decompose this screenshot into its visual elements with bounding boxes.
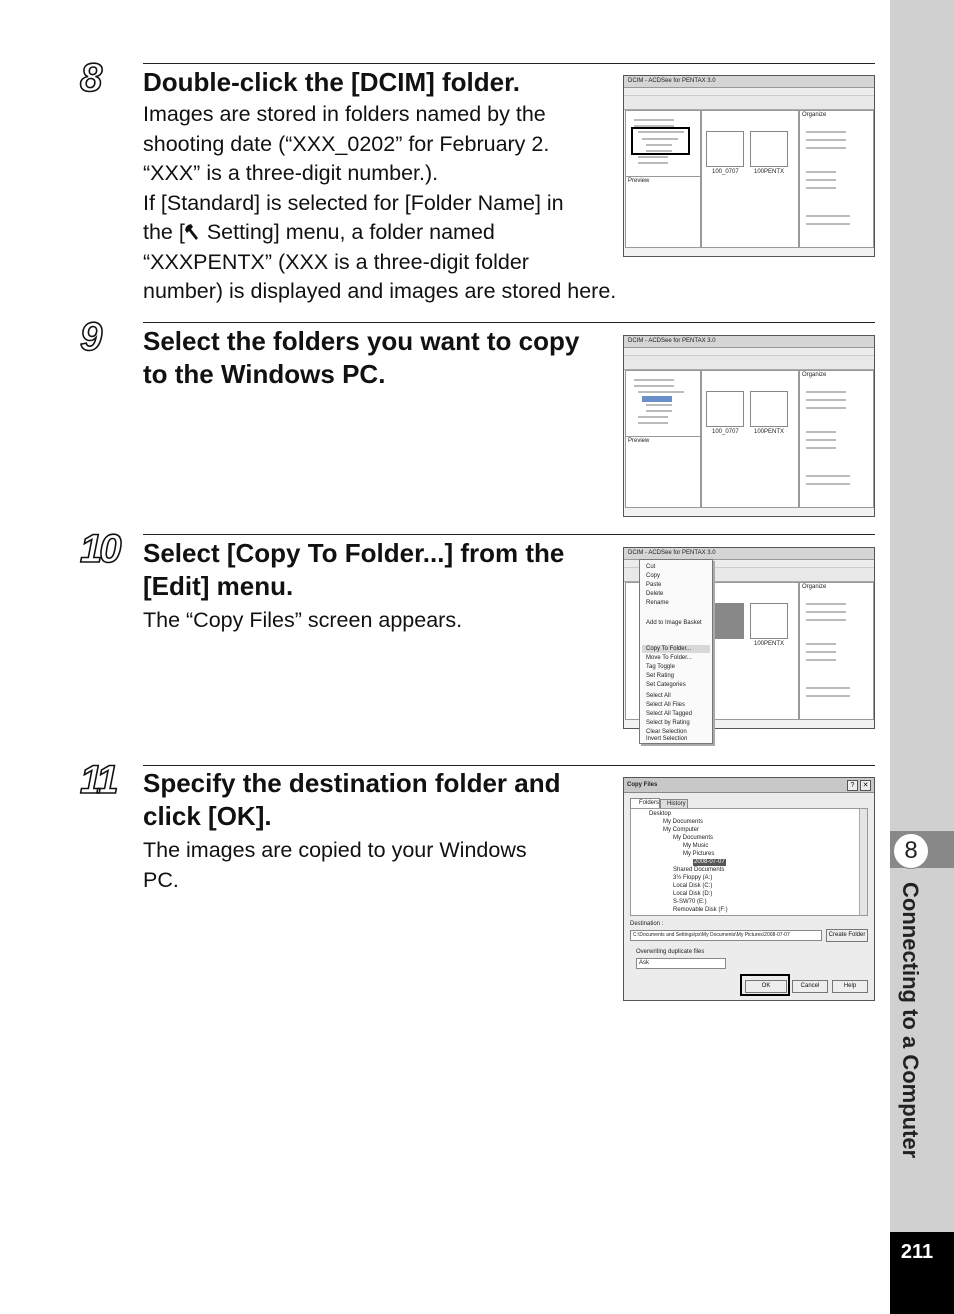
acdsee-screenshot <box>623 335 875 517</box>
menu-item[interactable]: Rename <box>646 600 669 606</box>
selected-folder[interactable] <box>642 396 672 402</box>
window-title: DCIM - ACDSee for PENTAX 3.0 <box>628 338 716 344</box>
file-list[interactable] <box>701 110 799 248</box>
menu-item[interactable]: Cut <box>646 564 656 570</box>
menu-item[interactable]: Add to Image Basket <box>646 620 702 626</box>
heading-line: to the Windows PC. <box>143 359 386 389</box>
dcim-highlight <box>631 127 690 155</box>
menu-item[interactable]: Tag Toggle <box>646 664 675 670</box>
tree-item[interactable]: My Music <box>683 843 709 849</box>
menu-item[interactable]: Set Categories <box>646 682 686 688</box>
tree-scrollbar[interactable] <box>859 809 867 915</box>
ok-button[interactable]: OK <box>745 980 787 993</box>
close-icon[interactable]: ✕ <box>860 780 871 791</box>
body-line: If [Standard] is selected for [Folder Name] in <box>143 190 564 215</box>
body-line: Images are stored in folders named by the <box>143 102 546 126</box>
body-text: the [ <box>143 220 185 244</box>
help-icon[interactable]: ? <box>847 780 858 791</box>
step-number: 8 <box>80 56 100 100</box>
tab-folders[interactable] <box>630 798 660 808</box>
heading-line: Specify the destination folder and <box>143 768 561 798</box>
body-line <box>143 218 616 248</box>
step-number: 9 <box>80 315 100 359</box>
tree-item[interactable]: 3½ Floppy (A:) <box>673 875 713 881</box>
preview-label: Preview <box>628 438 650 444</box>
folder-thumbnail[interactable] <box>750 391 788 427</box>
create-folder-button[interactable]: Create Folder <box>826 929 868 942</box>
menu-item[interactable]: Select All Tagged <box>646 711 692 717</box>
window-titlebar <box>624 336 874 348</box>
preview-pane <box>625 176 701 248</box>
tab-label: History <box>667 801 686 807</box>
window-title: DCIM - ACDSee for PENTAX 3.0 <box>628 550 716 556</box>
step-divider <box>143 322 875 323</box>
step-body <box>143 836 527 895</box>
step-divider <box>143 63 875 64</box>
body-line: The images are copied to your Windows <box>143 838 527 862</box>
preview-label: Preview <box>628 178 650 184</box>
organize-label: Organize <box>802 372 827 378</box>
overwrite-select[interactable] <box>636 958 726 969</box>
tree-item[interactable]: My Documents <box>663 819 704 825</box>
help-button[interactable]: Help <box>832 980 868 993</box>
menu-item[interactable]: Select All <box>646 693 671 699</box>
folder-thumbnail[interactable] <box>750 131 788 167</box>
dialog-title: Copy Files <box>627 782 658 788</box>
chapter-title: Connecting to a Computer <box>898 882 923 1159</box>
body-line: “XXXPENTX” (XXX is a three-digit folder <box>143 249 529 274</box>
menu-bar <box>624 88 874 96</box>
step-heading <box>143 767 561 833</box>
menu-item[interactable]: Set Rating <box>646 673 675 679</box>
tab-label: Folders <box>639 800 660 806</box>
file-name: 100PENTX <box>754 169 785 175</box>
tree-item[interactable]: S-SW70 (E:) <box>673 899 707 905</box>
tree-item[interactable]: Shared Documents <box>673 867 725 873</box>
folder-thumbnail[interactable] <box>706 131 744 167</box>
wrench-icon <box>185 220 201 238</box>
folder-thumbnail[interactable] <box>706 391 744 427</box>
organize-pane <box>799 370 874 508</box>
menu-item[interactable]: Paste <box>646 582 662 588</box>
edit-menu[interactable] <box>639 559 713 744</box>
preview-pane <box>625 436 701 508</box>
window-title: DCIM - ACDSee for PENTAX 3.0 <box>628 78 716 84</box>
heading-line: Select [Copy To Folder...] from the <box>143 538 565 568</box>
step-body <box>143 100 616 307</box>
file-name: 100PENTX <box>754 429 785 435</box>
menu-item[interactable]: Copy <box>646 573 661 579</box>
toolbar <box>624 96 874 110</box>
destination-value: C:\Documents and Settings\ps\My Documents\My Pictures\2008-07-07 <box>633 932 790 938</box>
menu-item[interactable]: Clear Selection <box>646 729 687 735</box>
tree-item[interactable]: My Computer <box>663 827 700 833</box>
step-divider <box>143 765 875 766</box>
tree-item-selected[interactable]: 2008-07-07 <box>694 859 725 865</box>
file-name: 100_0707 <box>712 169 739 175</box>
tree-item[interactable]: My Documents <box>673 835 714 841</box>
folder-tree[interactable] <box>630 808 868 916</box>
menu-bar <box>624 348 874 356</box>
tree-item[interactable]: Local Disk (C:) <box>673 883 713 889</box>
chapter-number: 8 <box>893 833 929 869</box>
menu-item[interactable]: Invert Selection <box>646 736 688 742</box>
file-name: 100PENTX <box>754 641 785 647</box>
copy-files-dialog <box>623 777 875 1001</box>
heading-line: [Edit] menu. <box>143 571 294 601</box>
body-text: Setting] menu, a folder named <box>200 220 495 244</box>
toolbar <box>624 356 874 370</box>
step-heading <box>143 325 579 391</box>
file-name: 100_0707 <box>712 429 739 435</box>
file-list[interactable] <box>701 582 799 720</box>
overwrite-label: Overwriting duplicate files <box>636 949 705 955</box>
tree-item[interactable]: My Pictures <box>683 851 715 857</box>
folder-thumbnail[interactable] <box>750 603 788 639</box>
step-divider <box>143 534 875 535</box>
body-line: shooting date (“XXX_0202” for February 2. <box>143 131 550 156</box>
folder-pane[interactable] <box>625 370 701 437</box>
destination-label: Destination : <box>630 921 664 927</box>
organize-pane <box>799 582 874 720</box>
window-titlebar <box>624 76 874 88</box>
body-line: number) is displayed and images are stored here. <box>143 279 617 303</box>
page-number: 211 <box>900 1241 934 1263</box>
organize-label: Organize <box>802 584 827 590</box>
body-line: “XXX” is a three-digit number.). <box>143 161 439 185</box>
step-number: 11 <box>80 758 116 802</box>
menu-item[interactable]: Select by Rating <box>646 720 690 726</box>
heading-line: Select the folders you want to copy <box>143 326 580 356</box>
overwrite-value: Ask <box>639 960 650 966</box>
tree-item[interactable]: Local Disk (D:) <box>673 891 713 897</box>
ok-highlight <box>740 974 790 996</box>
tree-item[interactable]: Desktop <box>649 811 672 817</box>
tab-history[interactable] <box>660 799 688 808</box>
acdsee-screenshot <box>623 75 875 257</box>
menu-item[interactable]: Delete <box>646 591 664 597</box>
destination-field[interactable] <box>630 930 822 941</box>
heading-line: click [OK]. <box>143 801 272 831</box>
step-heading <box>143 537 564 603</box>
menu-item[interactable]: Select All Files <box>646 702 686 708</box>
tree-item[interactable]: Removable Disk (F:) <box>673 907 728 913</box>
body-line: PC. <box>143 867 179 892</box>
organize-label: Organize <box>802 112 827 118</box>
step-body: The “Copy Files” screen appears. <box>143 608 463 632</box>
dialog-titlebar <box>624 778 874 793</box>
step-heading: Double-click the [DCIM] folder. <box>143 67 521 97</box>
menu-item-copy-to-folder[interactable]: Copy To Folder... <box>646 646 692 652</box>
step-number: 10 <box>80 527 119 571</box>
file-list[interactable] <box>701 370 799 508</box>
cancel-button[interactable]: Cancel <box>792 980 828 993</box>
organize-pane <box>799 110 874 248</box>
menu-item[interactable]: Move To Folder... <box>646 655 692 661</box>
